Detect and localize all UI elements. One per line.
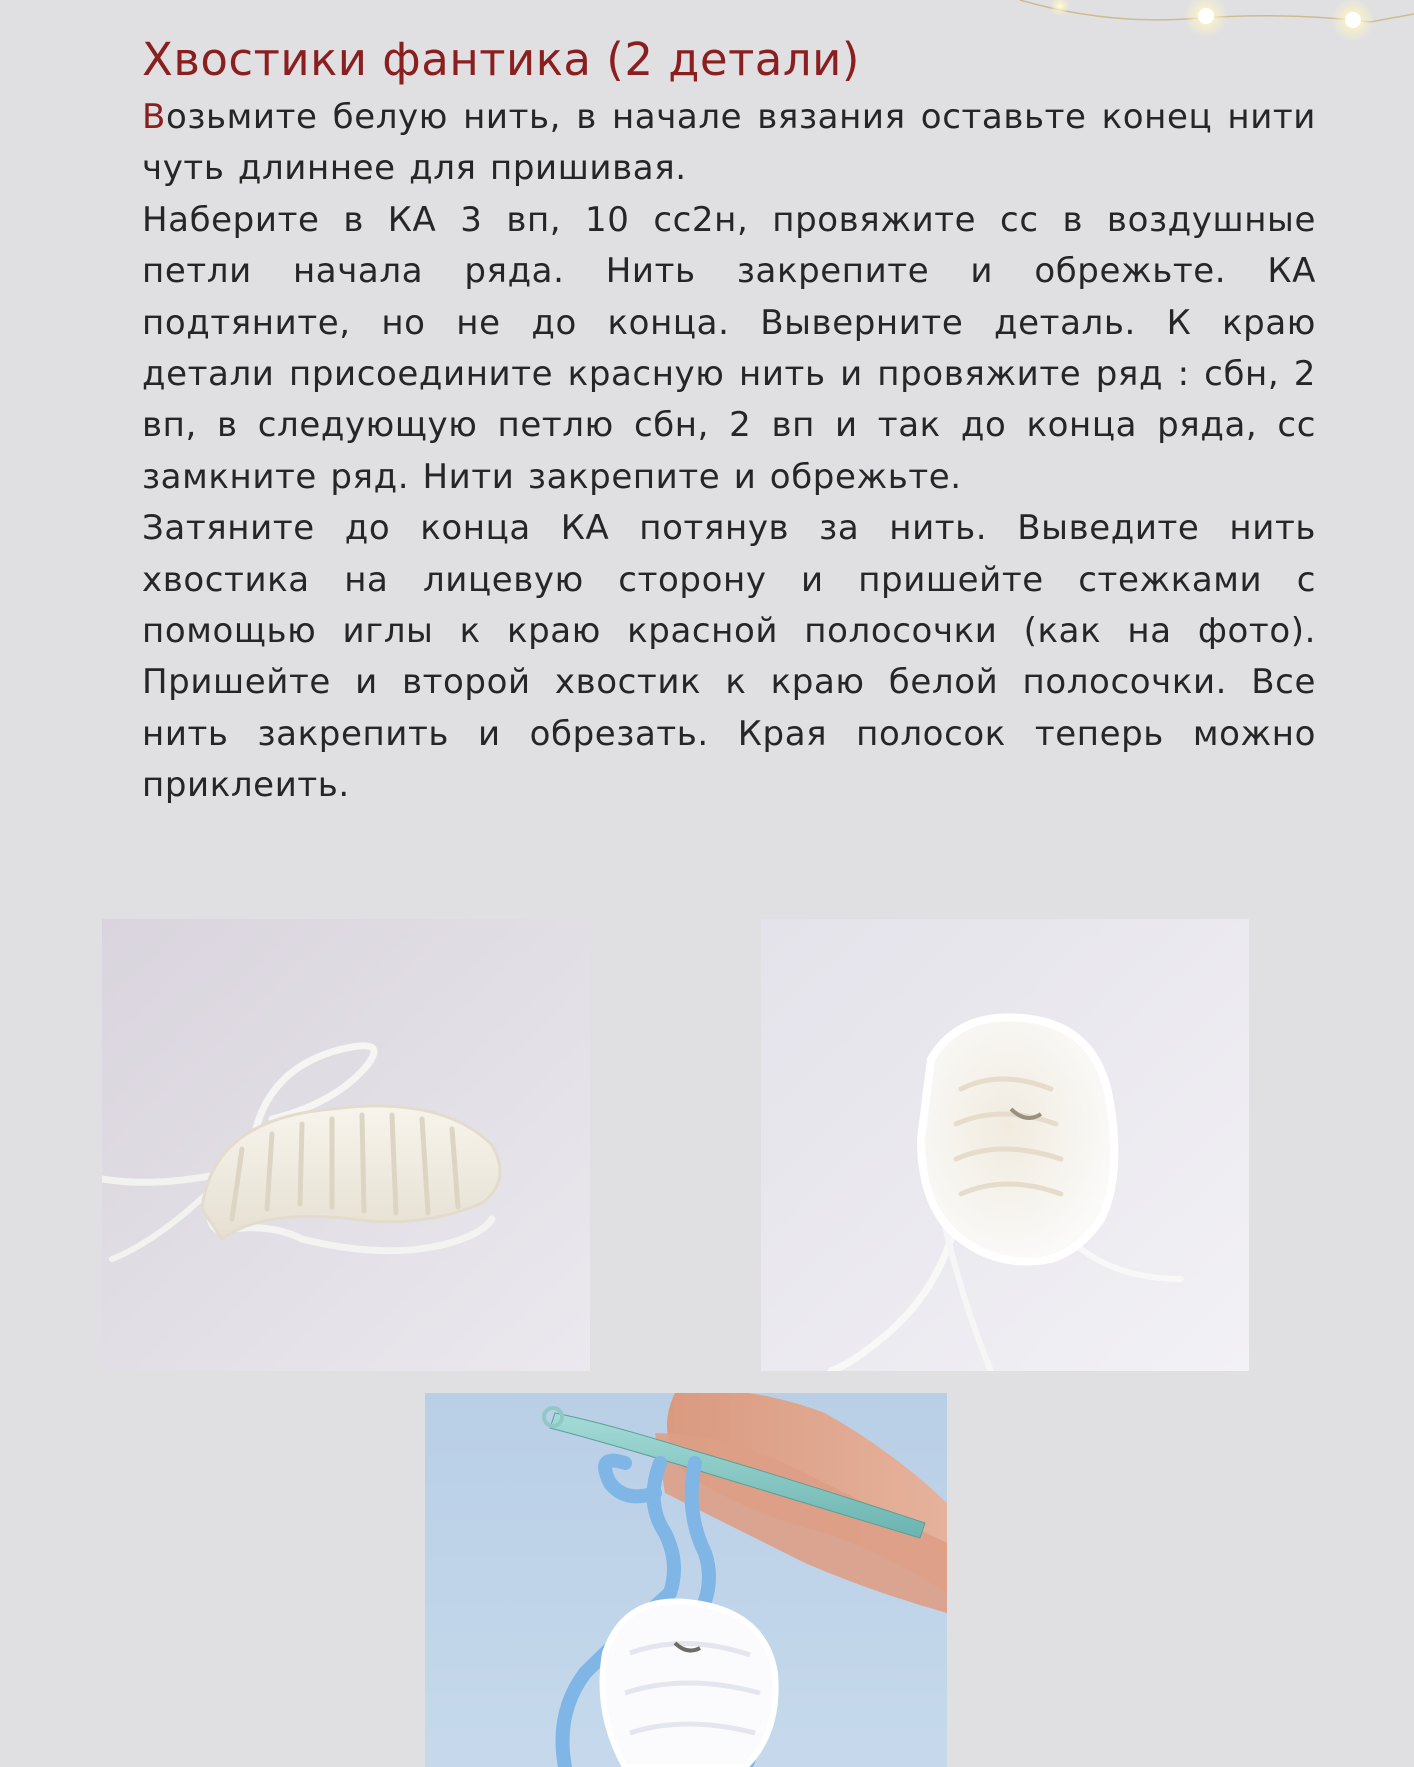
photo-crocheted-strip (102, 919, 590, 1371)
page-title: Хвостики фантика (2 детали) (142, 33, 860, 86)
photo-crocheted-cup (761, 919, 1249, 1371)
paragraph-1 (142, 92, 1316, 195)
paragraph-1-text: озьмите белую нить, в начале вязания оставьте конец нити чуть длиннее для пришивая. (142, 97, 1316, 189)
paragraph-2: Наберите в КА 3 вп, 10 сс2н, провяжите сс в воздушные петли начала ряда. Нить закрепите и обрежьте. КА подтяните, но не до конца. Выверните деталь. К краю детали присоедините красную нить и провяжите ряд : сбн, 2 вп, в следующую петлю сбн, 2 вп и так до конца ряда, сс замкните ряд. Нити закрепите и обрежьте. (142, 199, 1316, 497)
instructions-text (142, 92, 1316, 812)
paragraph-3: Затяните до конца КА потянув за нить. Выведите нить хвостика на лицевую сторону и пришейте стежками с помощью иглы к краю красной полосочки (как на фото). Пришейте и второй хвостик к краю белой полосочки. Все нить закрепить и обрезать. Края полосок теперь можно приклеить. (142, 508, 1316, 806)
photo-crochet-hook (425, 1393, 947, 1767)
dropcap-letter: В (142, 97, 166, 137)
